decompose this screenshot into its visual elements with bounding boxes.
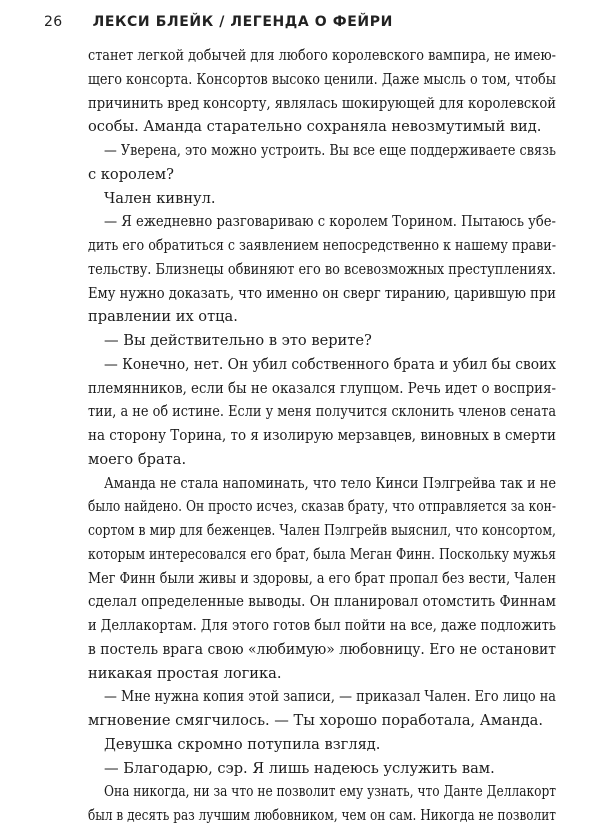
text-line: — Конечно, нет. Он убил собственного брата и убил бы своих bbox=[104, 355, 556, 373]
text-line: Девушка скромно потупила взгляд. bbox=[104, 735, 381, 753]
text-line: — Вы действительно в это верите? bbox=[104, 332, 372, 349]
text-line: правлении их отца. bbox=[88, 308, 238, 326]
text-line: сортом в мир для беженцев. Чален Пэлгрейв выяснил, что консортом, bbox=[88, 522, 556, 539]
body-text bbox=[88, 44, 556, 828]
text-line: моего брата. bbox=[88, 450, 187, 468]
text-line: тельству. Близнецы обвиняют его во всевозможных преступлениях. bbox=[88, 260, 556, 278]
text-line: — Я ежедневно разговариваю с королем Торином. Пытаюсь убе- bbox=[104, 213, 556, 231]
text-line: Мег Финн были живы и здоровы, а его брат пропал без вести, Чален bbox=[88, 569, 556, 587]
text-line: Она никогда, ни за что не позволит ему узнать, что Данте Деллакорт bbox=[104, 783, 556, 801]
text-line: дить его обратиться с заявлением непосредственно к нашему прави- bbox=[88, 237, 556, 254]
text-line: щего консорта. Консортов высоко ценили. Даже мысль о том, чтобы bbox=[88, 70, 556, 88]
text-line: было найдено. Он просто исчез, сказав брату, что отправляется за кон- bbox=[88, 498, 556, 516]
text-line: сделал определенные выводы. Он планировал отомстить Финнам bbox=[88, 593, 556, 611]
running-head bbox=[44, 14, 560, 36]
text-line: которым интересовался его брат, была Меган Финн. Поскольку мужья bbox=[88, 545, 556, 563]
page-number: 26 bbox=[44, 14, 63, 30]
text-line: никакая простая логика. bbox=[88, 664, 282, 682]
running-title: ЛЕКСИ БЛЕЙК / ЛЕГЕНДА О ФЕЙРИ bbox=[92, 14, 393, 30]
text-line: тии, а не об истине. Если у меня получится склонить членов сената bbox=[88, 403, 556, 421]
text-line: племянников, если бы не оказался глупцом. Речь идет о восприя- bbox=[88, 379, 556, 397]
text-line: Чален кивнул. bbox=[104, 189, 216, 207]
text-line: в постель врага свою «любимую» любовницу. Его не остановит bbox=[88, 640, 556, 658]
text-line: был в десять раз лучшим любовником, чем он сам. Никогда не позволит bbox=[88, 807, 556, 824]
text-line: особы. Аманда старательно сохраняла невозмутимый вид. bbox=[88, 118, 542, 136]
text-line: мгновение смягчилось. — Ты хорошо поработала, Аманда. bbox=[88, 712, 543, 729]
text-line: причинить вред консорту, являлась шокирующей для королевской bbox=[88, 94, 556, 112]
text-line: — Уверена, это можно устроить. Вы все еще поддерживаете связь bbox=[104, 142, 556, 159]
text-line: на сторону Торина, то я изолирую мерзавцев, виновных в смерти bbox=[88, 427, 556, 444]
text-line: Ему нужно доказать, что именно он сверг тиранию, царившую при bbox=[88, 284, 556, 302]
text-line: и Деллакортам. Для этого готов был пойти на все, даже подложить bbox=[88, 617, 556, 634]
text-line: с королем? bbox=[88, 165, 174, 183]
text-line: Аманда не стала напоминать, что тело Кинси Пэлгрейва так и не bbox=[104, 474, 556, 492]
text-line: — Благодарю, сэр. Я лишь надеюсь услужить вам. bbox=[104, 759, 495, 777]
text-line: — Мне нужна копия этой записи, — приказал Чален. Его лицо на bbox=[104, 688, 556, 706]
text-line: станет легкой добычей для любого королевского вампира, не имею- bbox=[88, 47, 556, 64]
